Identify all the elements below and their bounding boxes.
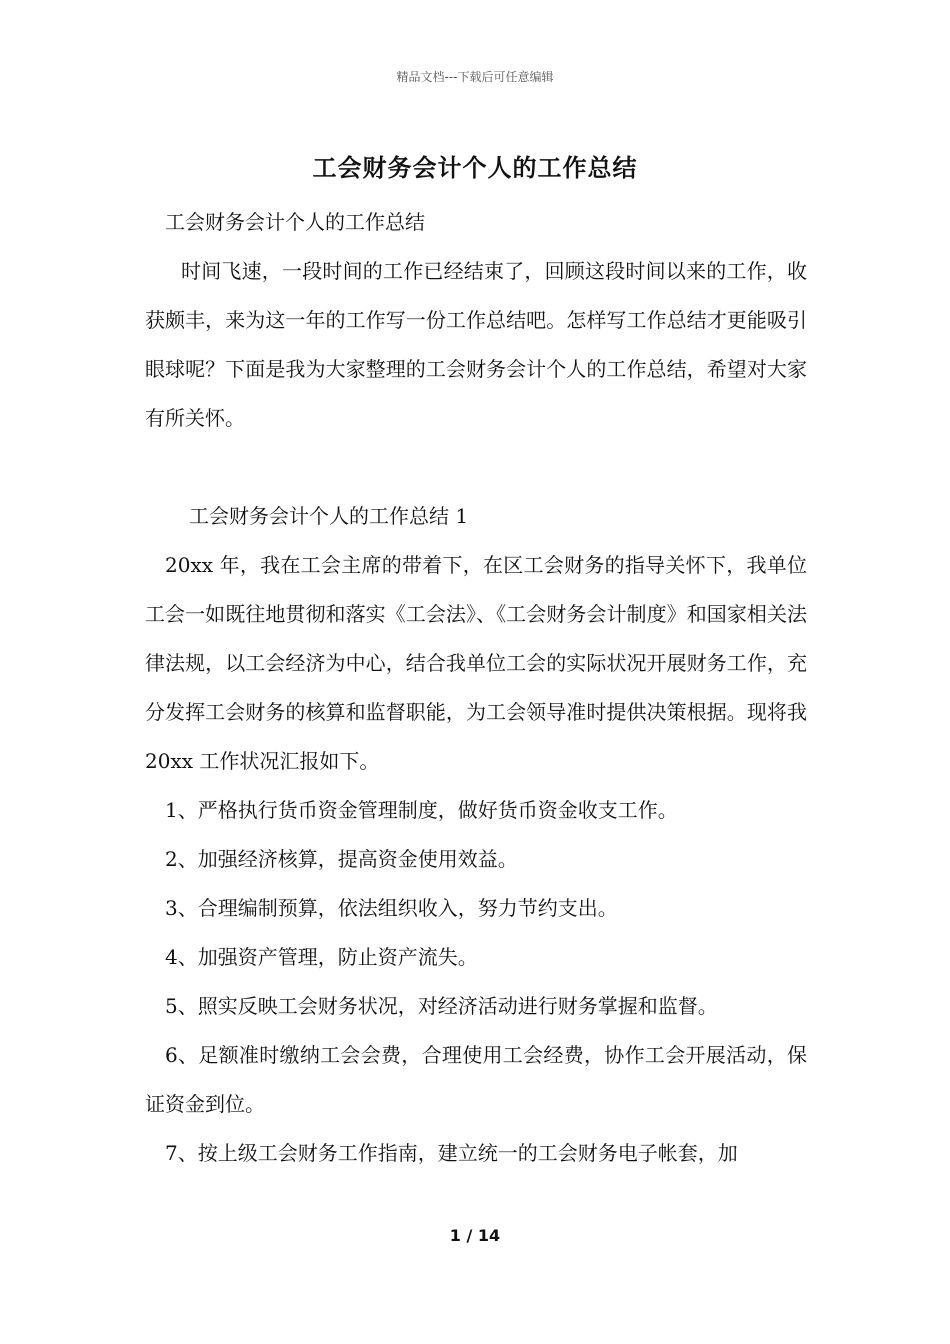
list-item: 7、按上级工会财务工作指南，建立统一的工会财务电子帐套，加 — [165, 1141, 738, 1165]
subtitle-paragraph: 工会财务会计个人的工作总结 — [165, 210, 425, 234]
list-item: 4、加强资产管理，防止资产流失。 — [165, 945, 478, 969]
list-item: 1、严格执行货币资金管理制度，做好货币资金收支工作。 — [165, 798, 678, 822]
section-heading: 工会财务会计个人的工作总结 1 — [189, 504, 469, 528]
document-body — [145, 198, 807, 1178]
list-item: 2、加强经济核算，提高资金使用效益。 — [165, 847, 518, 871]
intro-paragraph: 时间飞速，一段时间的工作已经结束了，回顾这段时间以来的工作，收获颇丰，来为这一年的工作写一份工作总结吧。怎样写工作总结才更能吸引眼球呢？下面是我为大家整理的工会财务会计个人的工作总结，希望对大家有所关怀。 — [145, 259, 807, 430]
document-title: 工会财务会计个人的工作总结 — [312, 153, 638, 182]
blank-line — [145, 443, 807, 492]
header-note: 精品文档---下载后可任意编辑 — [396, 70, 554, 84]
list-item: 6、足额准时缴纳工会会费，合理使用工会经费，协作工会开展活动，保证资金到位。 — [145, 1043, 807, 1116]
list-item: 3、合理编制预算，依法组织收入，努力节约支出。 — [165, 896, 618, 920]
page-number: 1 / 14 — [449, 1226, 501, 1245]
summary-paragraph: 20xx 年，我在工会主席的带着下，在区工会财务的指导关怀下，我单位工会一如既往地贯彻和落实《工会法》、《工会财务会计制度》和国家相关法律法规，以工会经济为中心，结合我单位工会的实际状况开展财务工作，充分发挥工会财务的核算和监督职能，为工会领导准时提供决策根据。现将我 20xx 工作状况汇报如下。 — [145, 553, 807, 773]
list-item: 5、照实反映工会财务状况，对经济活动进行财务掌握和监督。 — [165, 994, 718, 1018]
